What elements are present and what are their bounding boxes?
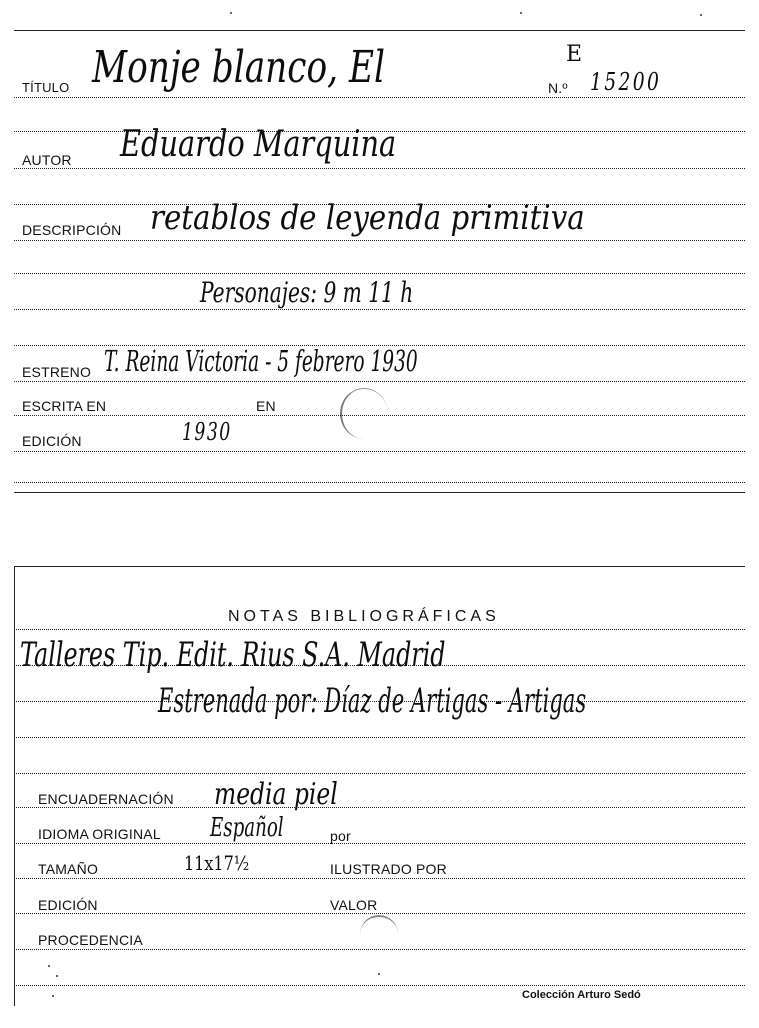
binding-label: ENCUADERNACIÓN bbox=[38, 791, 174, 807]
in-label: EN bbox=[256, 398, 276, 414]
rule-line bbox=[14, 451, 745, 452]
rule-line bbox=[14, 843, 745, 844]
card-left-border bbox=[14, 566, 15, 1006]
illustrated-label: ILUSTRADO POR bbox=[330, 861, 447, 877]
rule-line bbox=[14, 381, 745, 382]
language-label: IDIOMA ORIGINAL bbox=[38, 826, 161, 842]
value-label: VALOR bbox=[330, 897, 378, 913]
premiere-value: T. Reina Victoria - 5 febrero 1930 bbox=[104, 344, 418, 378]
written-label: ESCRITA EN bbox=[22, 398, 107, 414]
description-extra: Personajes: 9 m 11 h bbox=[200, 276, 414, 309]
title-label: TÍTULO bbox=[22, 80, 70, 95]
punch-hole-mark bbox=[360, 915, 398, 953]
note-line-1: Talleres Tip. Edit. Rius S.A. Madrid bbox=[20, 635, 446, 675]
card-top-border bbox=[14, 566, 745, 567]
size-label: TAMAÑO bbox=[38, 861, 99, 877]
provenance-label: PROCEDENCIA bbox=[38, 932, 143, 948]
size-value: 11x17½ bbox=[184, 851, 250, 875]
rule-line bbox=[14, 240, 745, 241]
catalog-card-back bbox=[0, 555, 759, 1028]
edition-value: 1930 bbox=[182, 418, 232, 446]
premiere-label: ESTRENO bbox=[22, 364, 92, 380]
speck bbox=[230, 12, 232, 14]
edition-label: EDICIÓN bbox=[22, 433, 82, 449]
description-value: retablos de leyenda primitiva bbox=[150, 198, 585, 238]
collection-credit: Colección Arturo Sedó bbox=[522, 989, 641, 1001]
number-label: N.º bbox=[548, 80, 568, 96]
by-label: por bbox=[330, 828, 351, 844]
edition-label: EDICIÓN bbox=[38, 897, 98, 913]
rule-line bbox=[14, 878, 745, 879]
rule-line bbox=[14, 773, 745, 774]
rule-line bbox=[14, 913, 745, 914]
notes-heading: NOTAS BIBLIOGRÁFICAS bbox=[228, 608, 500, 625]
rule-line bbox=[14, 482, 745, 483]
number-value: 15200 bbox=[590, 68, 662, 96]
speck bbox=[56, 975, 58, 977]
card-bottom-border bbox=[14, 492, 745, 493]
title-value: Monje blanco, El bbox=[92, 42, 386, 93]
author-value: Eduardo Marquina bbox=[120, 124, 397, 165]
rule-line bbox=[14, 168, 745, 169]
rule-line bbox=[14, 807, 745, 808]
speck bbox=[378, 973, 380, 975]
card-top-border bbox=[14, 30, 745, 31]
punch-hole-mark bbox=[340, 388, 388, 439]
author-label: AUTOR bbox=[22, 152, 72, 168]
rule-line bbox=[14, 273, 745, 274]
rule-line bbox=[14, 309, 745, 310]
speck bbox=[700, 14, 702, 16]
language-value: Español bbox=[210, 813, 284, 843]
catalog-card-front bbox=[0, 0, 759, 500]
speck bbox=[48, 965, 50, 967]
rule-line bbox=[14, 737, 745, 738]
rule-line bbox=[14, 629, 745, 630]
description-label: DESCRIPCIÓN bbox=[22, 222, 122, 238]
speck bbox=[52, 995, 54, 997]
note-line-2: Estrenada por: Díaz de Artigas - Artigas bbox=[158, 681, 587, 721]
speck bbox=[520, 12, 522, 14]
number-series: E bbox=[566, 42, 583, 67]
rule-line bbox=[14, 97, 745, 98]
binding-value: media piel bbox=[214, 777, 338, 812]
rule-line bbox=[14, 985, 745, 986]
